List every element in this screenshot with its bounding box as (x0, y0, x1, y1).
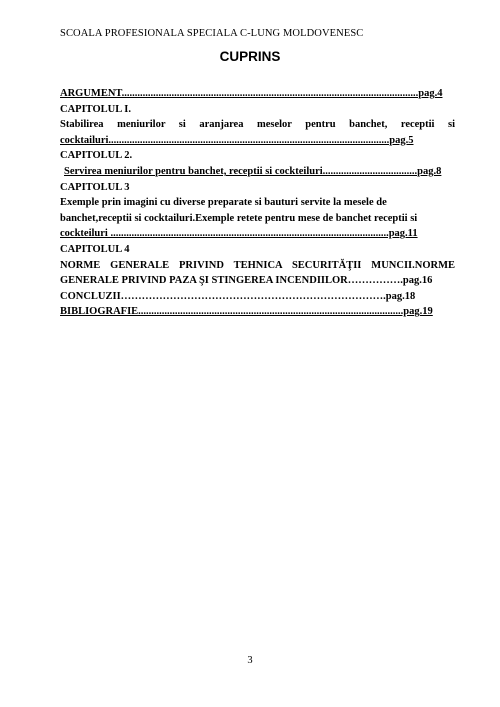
toc-chapter-1-title: Stabilirea meniurilor si aranjarea meselor pentru banchet, receptii si (60, 119, 455, 131)
toc-chapter-4-title-line1: NORME GENERALE PRIVIND TEHNICA SECURITĂŢII MUNCII.NORME (60, 259, 455, 271)
toc-chapter-1-page: cocktailuri...........................................................................................................pag.5 (60, 134, 414, 146)
toc-entry-bibliografie: BIBLIOGRAFIE.....................................................................................................pag.19 (60, 306, 433, 318)
toc-chapter-3-page: cockteiluri ..........................................................................................................pag.11 (60, 228, 418, 240)
toc-chapter-3-heading: CAPITOLUL 3 (60, 181, 130, 193)
toc-chapter-3-title-line1: Exemple prin imagini cu diverse preparate si bauturi servite la mesele de (60, 197, 387, 209)
table-of-contents (60, 86, 455, 320)
toc-chapter-4-heading: CAPITOLUL 4 (60, 243, 130, 255)
toc-chapter-3-title-line2: banchet,receptii si cocktailuri.Exemple retete pentru mese de banchet receptii si (60, 212, 418, 224)
school-header: SCOALA PROFESIONALA SPECIALA C-LUNG MOLDOVENESC (60, 28, 364, 39)
page-title: CUPRINS (219, 49, 281, 64)
toc-chapter-1-heading: CAPITOLUL I. (60, 103, 131, 115)
toc-entry-concluzii: CONCLUZII………………………………………………………………….pag.18 (60, 290, 416, 302)
toc-chapter-2-title: Servirea meniurilor pentru banchet, receptii si cockteiluri....................................pag.8 (64, 165, 442, 177)
page-number: 3 (247, 655, 253, 666)
toc-chapter-2-heading: CAPITOLUL 2. (60, 150, 133, 162)
toc-chapter-4-title-line2: GENERALE PRIVIND PAZA ŞI STINGEREA INCENDIILOR…………….pag.16 (60, 275, 433, 287)
toc-entry-argument: ARGUMENT.................................................................................................................pag.4 (60, 88, 443, 99)
